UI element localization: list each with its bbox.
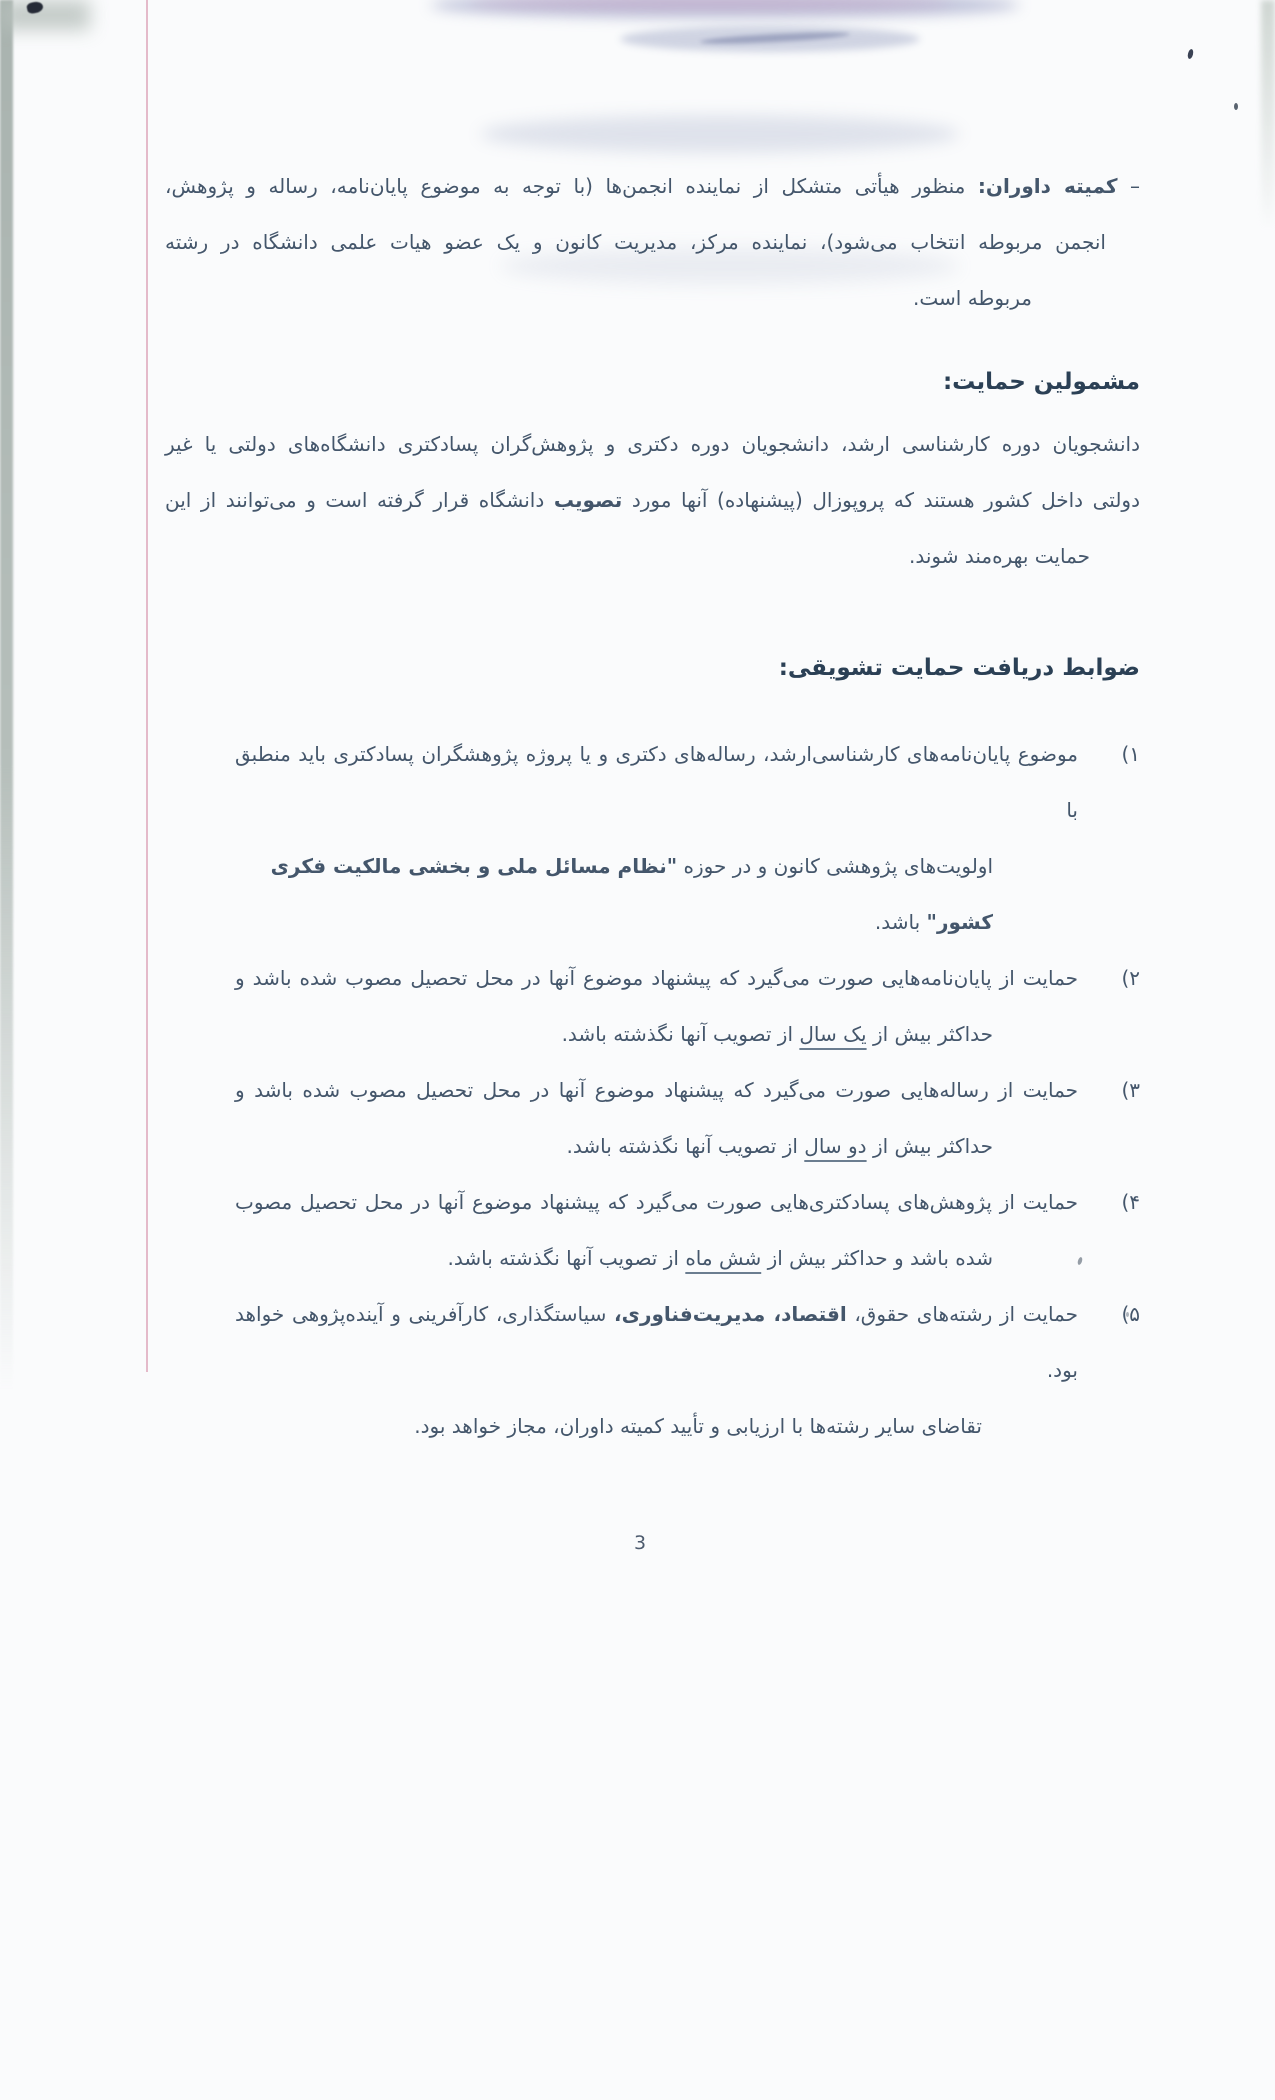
paragraph-line-2-text: دولتی داخل کشور هستند که پروپوزال (پیشنهاده) آنها مورد xyxy=(622,488,1140,512)
margin-rule-line xyxy=(146,0,148,1372)
bullet-line-1 xyxy=(165,158,1140,214)
paragraph-line-3: حمایت بهره‌مند شوند. xyxy=(909,544,1090,568)
paragraph-line-1: دانشجویان دوره کارشناسی ارشد، دانشجویان دوره دکتری و پژوهش‌گران پسادکتری دانشگاه‌های دولتی یا غیر xyxy=(165,432,1140,456)
six-months-underlined: شش ماه xyxy=(685,1246,762,1270)
item-3-line-2 xyxy=(235,1118,1078,1174)
bullet-line-1-text: منظور هیأتی متشکل از نماینده انجمن‌ها (با توجه به موضوع پایان‌نامه، رساله و پژوهش، xyxy=(165,174,966,198)
item-4-line-2-text: شده باشد و حداکثر بیش از xyxy=(761,1246,993,1270)
item-3-line-2-tail: از تصویب آنها نگذشته باشد. xyxy=(566,1134,805,1158)
fields-emphasis: اقتصاد، مدیریت‌فناوری، xyxy=(614,1302,847,1326)
item-3-line-1: حمایت از رساله‌هایی صورت می‌گیرد که پیشنهاد موضوع آنها در محل تحصیل مصوب شده باشد و xyxy=(235,1078,1078,1102)
bullet-dash-marker: – xyxy=(1130,174,1140,198)
jury-committee-term: کمیته داوران: xyxy=(977,174,1118,198)
list-item-2-number: ۲) xyxy=(1121,966,1140,990)
national-issues-emphasis: "نظام مسائل ملی و بخشی مالکیت فکری کشور" xyxy=(270,854,993,934)
jury-committee-bullet xyxy=(165,158,1140,326)
list-item-4 xyxy=(165,1174,1140,1286)
item-1-line-2 xyxy=(235,838,1078,950)
list-item-2 xyxy=(165,950,1140,1062)
list-item-5 xyxy=(165,1286,1140,1454)
document-text-block xyxy=(165,158,1140,1454)
list-item-1-text xyxy=(235,726,1078,950)
item-5-line-1 xyxy=(235,1286,1078,1398)
page-number: 3 xyxy=(633,1532,647,1554)
eligible-recipients-paragraph xyxy=(165,416,1140,584)
ink-speck xyxy=(1187,49,1194,60)
paragraph-line-2-tail: دانشگاه قرار گرفته است و می‌توانند از این xyxy=(165,488,554,512)
bullet-line-3: مربوطه است. xyxy=(913,286,1032,310)
support-criteria-heading: ضوابط دریافت حمایت تشویقی: xyxy=(778,655,1140,681)
item-1-line-2-text: اولویت‌های پژوهشی کانون و در حوزه xyxy=(677,854,993,878)
list-item-3 xyxy=(165,1062,1140,1174)
scanner-topright-shade xyxy=(1261,0,1275,230)
criteria-numbered-list xyxy=(165,726,1140,1454)
item-4-line-2 xyxy=(235,1230,1078,1286)
list-item-5-text xyxy=(235,1286,1078,1454)
item-1-line-2-tail: باشد. xyxy=(874,910,927,934)
list-item-3-number: ۳) xyxy=(1121,1078,1140,1102)
item-1-line-1: موضوع پایان‌نامه‌های کارشناسی‌ارشد، رساله‌های دکتری و یا پروژه پژوهشگران پسادکتری باید منطبق با xyxy=(235,742,1078,822)
scanner-topleft-shade xyxy=(0,0,90,30)
approval-emphasis: تصویب xyxy=(553,488,623,512)
list-item-3-text xyxy=(235,1062,1078,1174)
item-4-line-2-tail: از تصویب آنها نگذشته باشد. xyxy=(447,1246,686,1270)
item-2-line-2 xyxy=(235,1006,1078,1062)
paragraph-line-2 xyxy=(165,472,1140,528)
list-item-1-number: ۱) xyxy=(1121,742,1140,766)
item-5-line-2: تقاضای سایر رشته‌ها با ارزیابی و تأیید کمیته داوران، مجاز خواهد بود. xyxy=(414,1414,982,1438)
list-item-4-text xyxy=(235,1174,1078,1286)
list-item-1 xyxy=(165,726,1140,950)
list-item-5-number: ۵) xyxy=(1121,1302,1140,1326)
list-item-4-number: ۴) xyxy=(1121,1190,1140,1214)
item-2-line-2-text: حداکثر بیش از xyxy=(866,1022,993,1046)
item-2-line-1: حمایت از پایان‌نامه‌هایی صورت می‌گیرد که پیشنهاد موضوع آنها در محل تحصیل مصوب شده باشد و xyxy=(235,966,1078,990)
item-5-line-1-tail: سیاستگذاری، کارآفرینی و آینده‌پژوهی خواهد بود. xyxy=(235,1302,1078,1382)
bullet-line-2: انجمن مربوطه انتخاب می‌شود)، نماینده مرکز، مدیریت کانون و یک عضو هیات علمی دانشگاه در رشته xyxy=(165,230,1106,254)
ink-bleedthrough-smudge xyxy=(480,115,960,153)
one-year-underlined: یک سال xyxy=(799,1022,867,1046)
ink-speck xyxy=(1234,103,1238,110)
item-3-line-2-text: حداکثر بیش از xyxy=(866,1134,993,1158)
item-5-line-1-text: حمایت از رشته‌های حقوق، xyxy=(846,1302,1078,1326)
scanner-left-edge-band xyxy=(0,0,13,1390)
two-years-underlined: دو سال xyxy=(804,1134,867,1158)
list-item-2-text xyxy=(235,950,1078,1062)
item-2-line-2-tail: از تصویب آنها نگذشته باشد. xyxy=(561,1022,800,1046)
item-4-line-1: حمایت از پژوهش‌های پسادکتری‌هایی صورت می‌گیرد که پیشنهاد موضوع آنها در محل تحصیل مصوب xyxy=(235,1190,1078,1214)
eligible-recipients-heading: مشمولین حمایت: xyxy=(942,369,1140,395)
